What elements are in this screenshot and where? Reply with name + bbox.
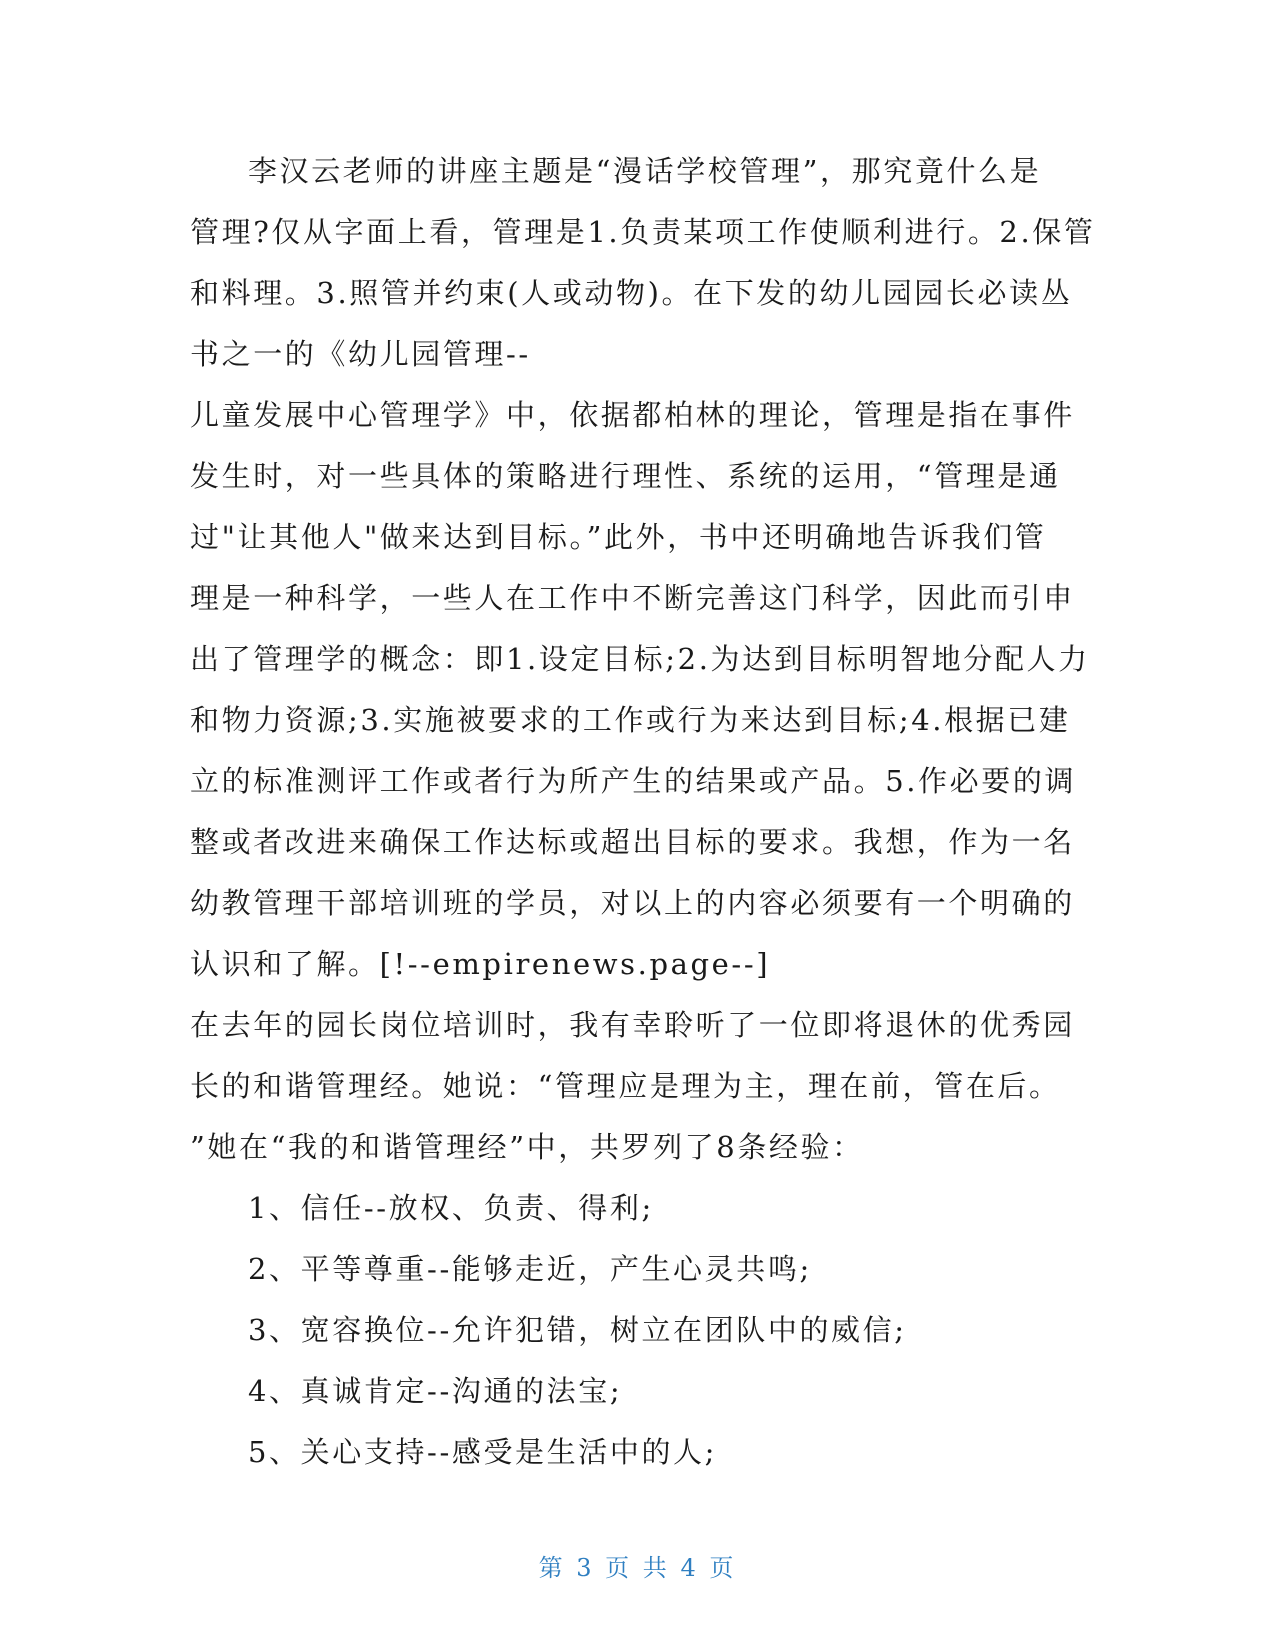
list-item: 4、真诚肯定--沟通的法宝; bbox=[248, 1374, 623, 1408]
text-line: 管理?仅从字面上看，管理是1.负责某项工作使顺利进行。2.保管 bbox=[190, 215, 1096, 249]
text-line: 在去年的园长岗位培训时，我有幸聆听了一位即将退休的优秀园 bbox=[190, 1008, 1075, 1042]
list-item: 1、信任--放权、负责、得利; bbox=[248, 1191, 654, 1225]
text-line: 书之一的《幼儿园管理-- bbox=[190, 337, 531, 371]
text-line: 立的标准测评工作或者行为所产生的结果或产品。5.作必要的调 bbox=[190, 764, 1077, 798]
footer-prefix: 第 bbox=[538, 1554, 566, 1582]
text-line: 过"让其他人"做来达到目标。”此外，书中还明确地告诉我们管 bbox=[190, 520, 1047, 554]
text-line: 李汉云老师的讲座主题是“漫话学校管理”，那究竟什么是 bbox=[248, 154, 1042, 188]
footer-middle: 页 共 bbox=[605, 1554, 670, 1582]
text-line: 整或者改进来确保工作达标或超出目标的要求。我想，作为一名 bbox=[190, 825, 1075, 859]
text-line: 理是一种科学，一些人在工作中不断完善这门科学，因此而引申 bbox=[190, 581, 1075, 615]
text-line: 出了管理学的概念：即1.设定目标;2.为达到目标明智地分配人力 bbox=[190, 642, 1090, 676]
text-line: 和物力资源;3.实施被要求的工作或行为来达到目标;4.根据已建 bbox=[190, 703, 1071, 737]
document-body bbox=[190, 141, 1096, 1483]
list-item: 2、平等尊重--能够走近，产生心灵共鸣; bbox=[248, 1252, 812, 1286]
text-line: 认识和了解。[!--empirenews.page--] bbox=[190, 947, 771, 981]
footer-suffix: 页 bbox=[709, 1554, 737, 1582]
text-line: 和料理。3.照管并约束(人或动物)。在下发的幼儿园园长必读丛 bbox=[190, 276, 1073, 310]
text-line: ”她在“我的和谐管理经”中，共罗列了8条经验： bbox=[190, 1130, 864, 1164]
text-line: 儿童发展中心管理学》中，依据都柏林的理论，管理是指在事件 bbox=[190, 398, 1075, 432]
list-item: 3、宽容换位--允许犯错，树立在团队中的威信; bbox=[248, 1313, 907, 1347]
text-line: 发生时，对一些具体的策略进行理性、系统的运用，“管理是通 bbox=[190, 459, 1061, 493]
footer-total-pages: 4 bbox=[680, 1554, 699, 1582]
page-footer bbox=[0, 1548, 1275, 1583]
list-item: 5、关心支持--感受是生活中的人; bbox=[248, 1435, 718, 1469]
text-line: 长的和谐管理经。她说：“管理应是理为主，理在前，管在后。 bbox=[190, 1069, 1061, 1103]
footer-page-number: 3 bbox=[576, 1554, 595, 1582]
text-line: 幼教管理干部培训班的学员，对以上的内容必须要有一个明确的 bbox=[190, 886, 1075, 920]
